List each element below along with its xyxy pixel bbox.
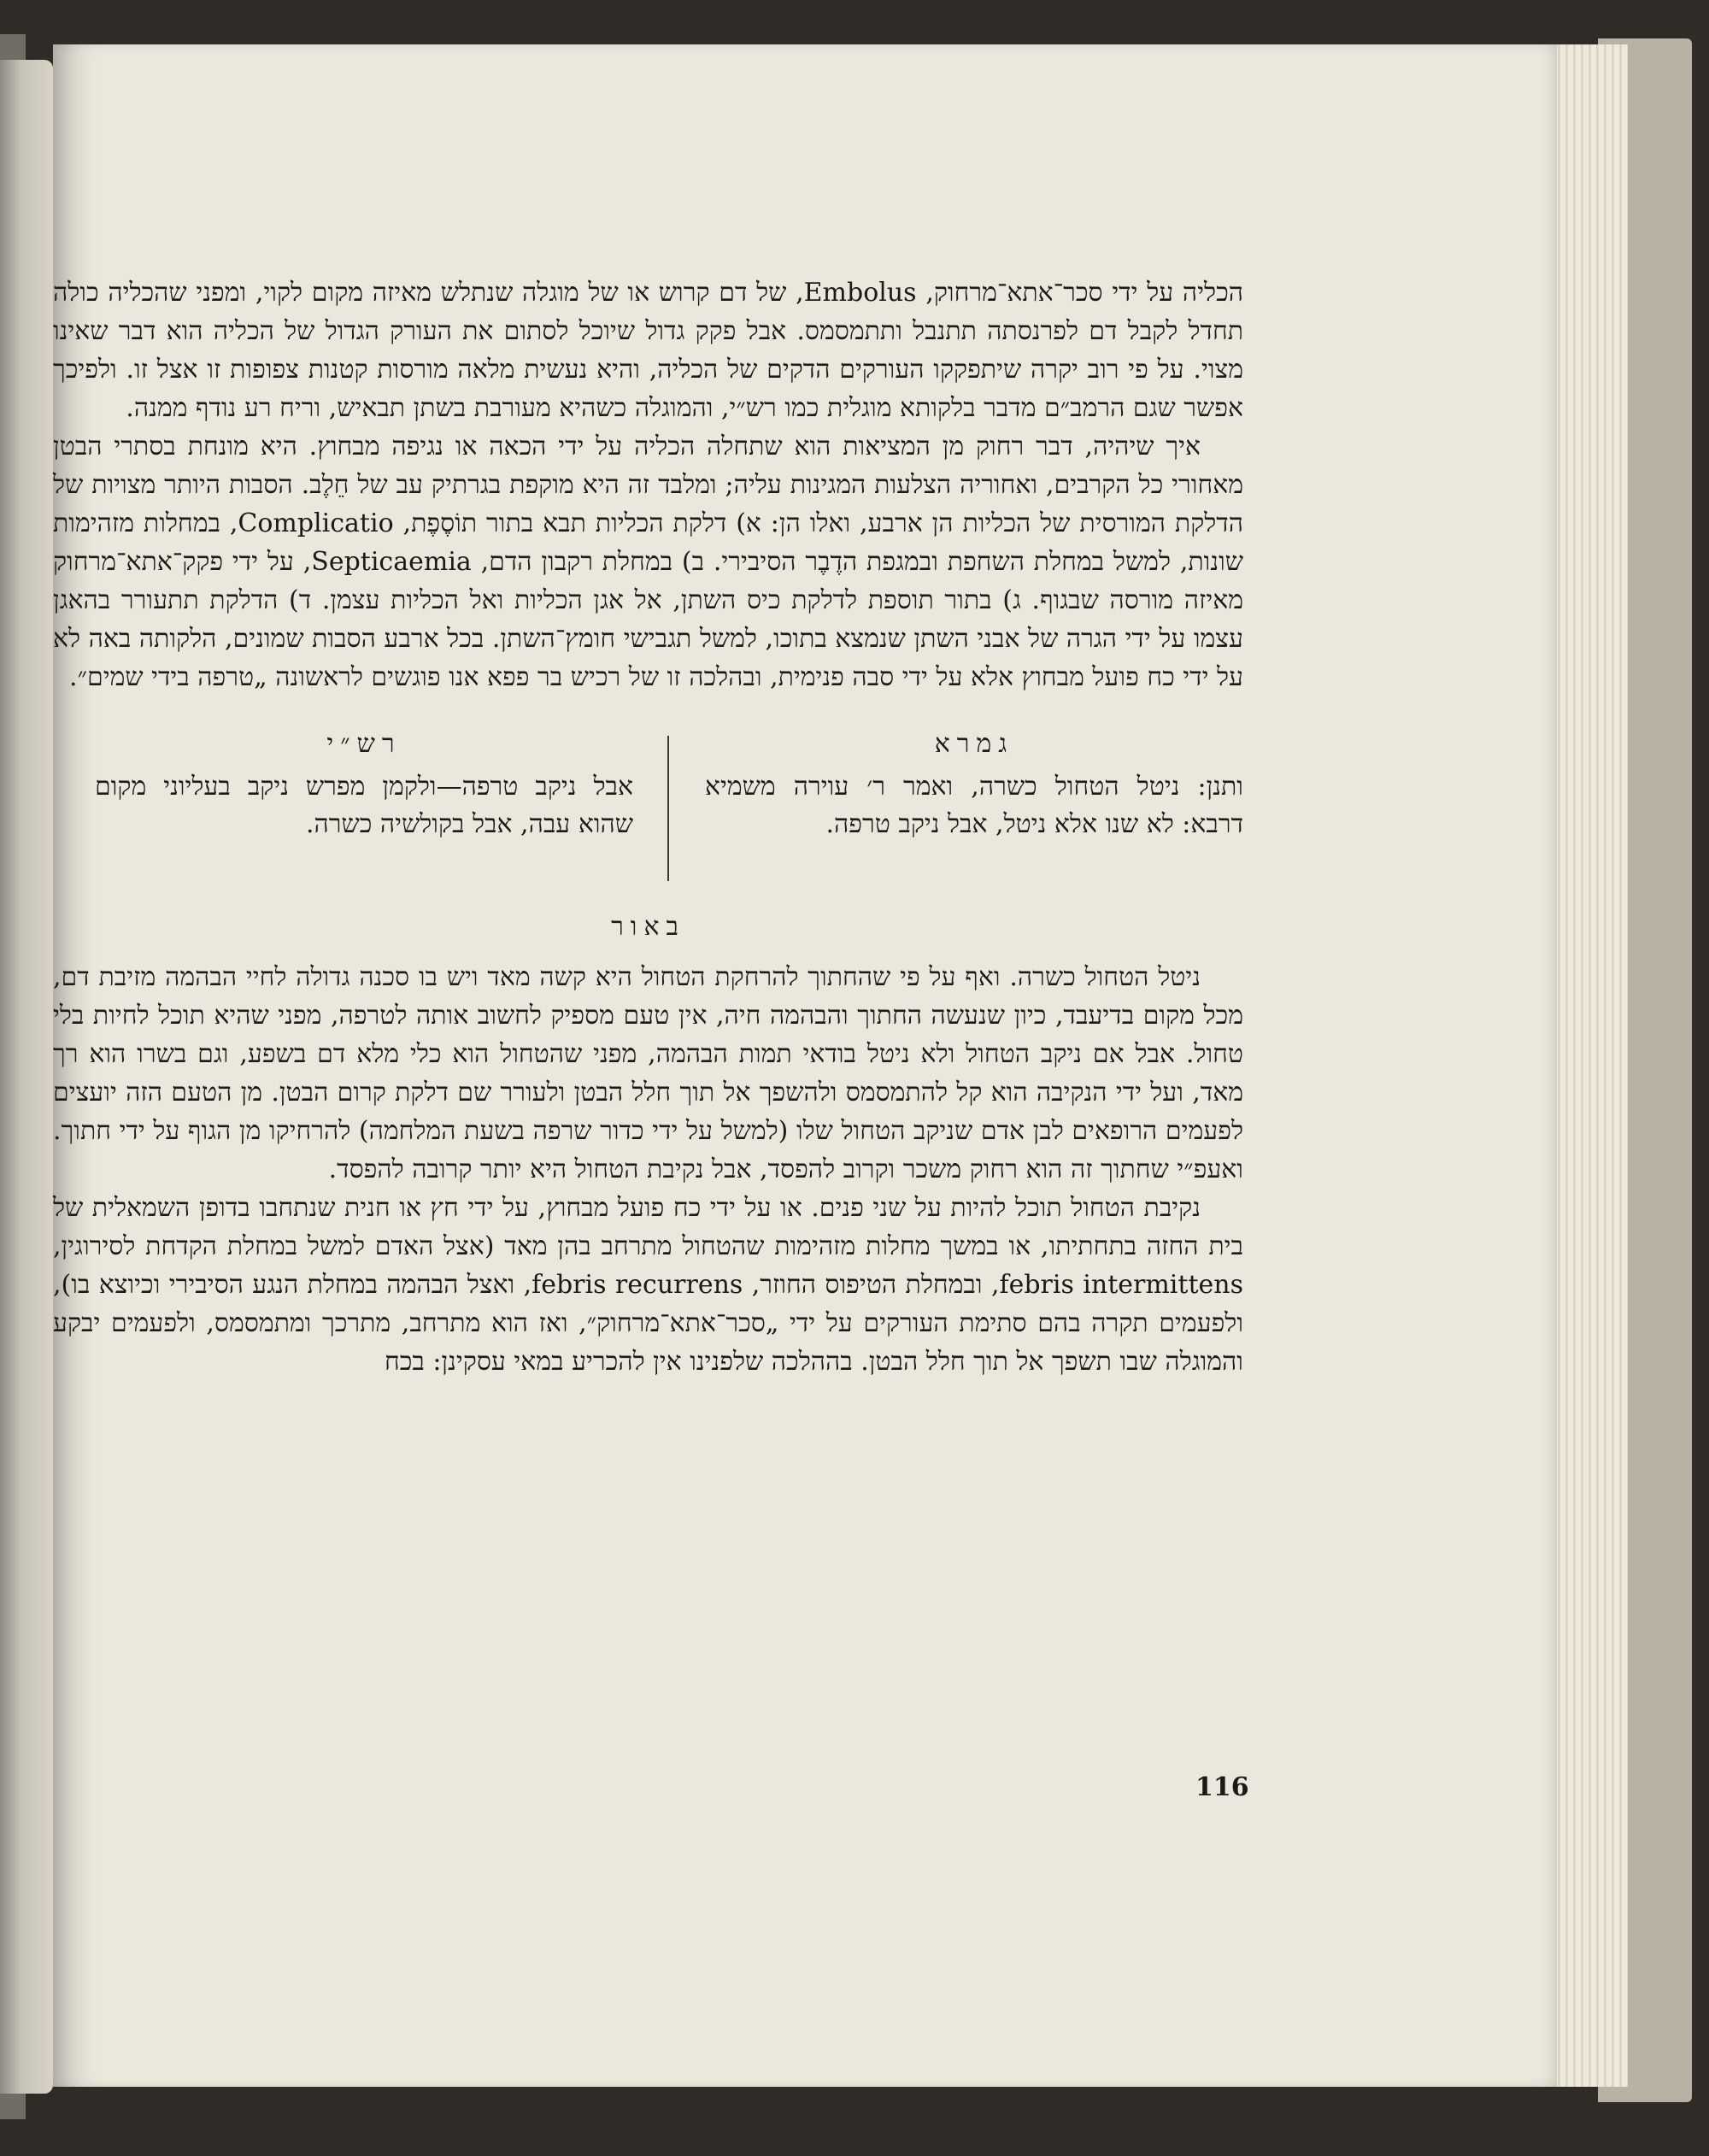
- paragraph: איך שיהיה, דבר רחוק מן המציאות הוא שתחלה הכליה על ידי הכאה או נגיפה מבחוץ. היא מונחת בסתרי הבטן מאחורי כל הקרבים, ואחוריה הצלעות המגינות עליה; ומלבד זה היא מוקפת בגרתיק עב של חֵלֶב. הסבות היותר מצויות של הדלקת המורסית של הכליות הן ארבע, ואלו הן: א) דלקת הכליות תבא בתור תוֹסֶפֶת, Complicatio, במחלות מזהימות שונות, למשל במחלת השחפת ובמגפת הדֶבֶר הסיבירי. ב) במחלת רקבון הדם, Septicaemia, על ידי פקק־אתא־מרחוק מאיזה מורסה שבגוף. ג) בתור תוספת לדלקת כיס השתן, אל אגן הכליות ואל הכליות עצמן. ד) הדלקת תתעורר בהאגן עצמו על ידי הגרה של אבני השתן שנמצא בתוכו, למשל תגבישי חומץ־השתן. בכל ארבע הסבות שמונים, הלקותה באה לא על ידי כח פועל מבחוץ אלא על ידי סבה פנימית, ובהלכה זו של רכיש בר פפא אנו פוגשים לראשונה „טרפה בידי שמים״.: [53, 432, 1243, 692]
- rashi-column: [95, 726, 633, 879]
- rashi-heading: רש״י: [326, 729, 402, 759]
- biur-heading: באור: [611, 912, 685, 942]
- book-page: [53, 44, 1557, 2087]
- gemara-text: ותנן: ניטל הטחול כשרה, ואמר ר׳ עוירה משמיא דרבא: לא שנו אלא ניטל, אבל ניקב טרפה.: [705, 772, 1243, 839]
- page-number: 116: [1195, 1772, 1249, 1802]
- rashi-text: אבל ניקב טרפה—ולקמן מפרש ניקב בעליוני מקום שהוא עבה, אבל בקולשיה כשרה.: [95, 772, 633, 839]
- paragraph: הכליה על ידי סכר־אתא־מרחוק, Embolus, של דם קרוש או של מוגלה שנתלש מאיזה מקום לקוי, ומפני שהכליה כולה תחדל לקבל דם לפרנסתה תתנבל ותתמסמס. אבל פקק גדול שיוכל לסתום את העורק הגדול של הכליה הוא דבר שאינו מצוי. על פי רוב יקרה שיתפקקו העורקים הדקים של הכליה, והיא נעשית מלאה מורסות קטנות צפופות זו אצל זו. ולפיכך אפשר שגם הרמב״ם מדבר בלקותא מוגלית כמו רש״י, והמוגלה כשהיא מעורבת בשתן תבאיש, וריח רע נודף ממנה.: [53, 278, 1244, 423]
- page-content: [53, 273, 1243, 1381]
- gemara-heading: גמרא: [934, 729, 1014, 759]
- gemara-column: [705, 726, 1243, 879]
- paragraph: נקיבת הטחול תוכל להיות על שני פנים. או על ידי כח פועל מבחוץ, על ידי חץ או חנית שנתחבו בדופן השמאלית של בית החזה בתחתיתו, או במשך מחלות מזהימות שהטחול מתרחב בהן מאד (אצל האדם למשל במחלת הקדחת לסירוגין, febris intermittens, ובמחלת הטיפוס החוזר, febris recurrens, ואצל הבהמה במחלת הנגע הסיבירי וכיוצא בו), ולפעמים תקרה בהם סתימת העורקים על ידי „סכר־אתא־מרחוק״, ואז הוא מתרחב, מתרכך ומתמסמס, ולפעמים יבקע והמוגלה שבו תשפך אל תוך חלל הבטן. בההלכה שלפנינו אין להכריע במאי עסקינן: בכח: [53, 1193, 1243, 1377]
- column-divider: [667, 736, 669, 881]
- paragraph: ניטל הטחול כשרה. ואף על פי שהחתוך להרחקת הטחול היא קשה מאד ויש בו סכנה גדולה לחיי הבהמה מזיבת דם, מכל מקום בדיעבד, כיון שנעשה החתוך והבהמה חיה, אין טעם מספיק לחשוב אותה לטרפה, מפני שהיא תוכל לחיות בלי טחול. אבל אם ניקב הטחול ולא ניטל בודאי תמות הבהמה, מפני שהטחול הוא כלי מלא דם בשפע, וגם בשרו הוא רך מאד, ועל ידי הנקיבה הוא קל להתמסמס ולהשפך אל תוך חלל הבטן ולעורר שם דלקת קרום הבטן. מן הטעם הזה יועצים לפעמים הרופאים לבן אדם שניקב הטחול שלו (למשל על ידי כדור שרפה בשעת המלחמה) להרחיקו מן הגוף על ידי חתוך. ואעפ״י שחתוך זה הוא רחוק משכר וקרוב להפסד, אבל נקיבת הטחול היא יותר קרובה להפסד.: [53, 962, 1243, 1184]
- left-page-edge: [0, 60, 53, 2094]
- gemara-rashi-block: [53, 726, 1243, 879]
